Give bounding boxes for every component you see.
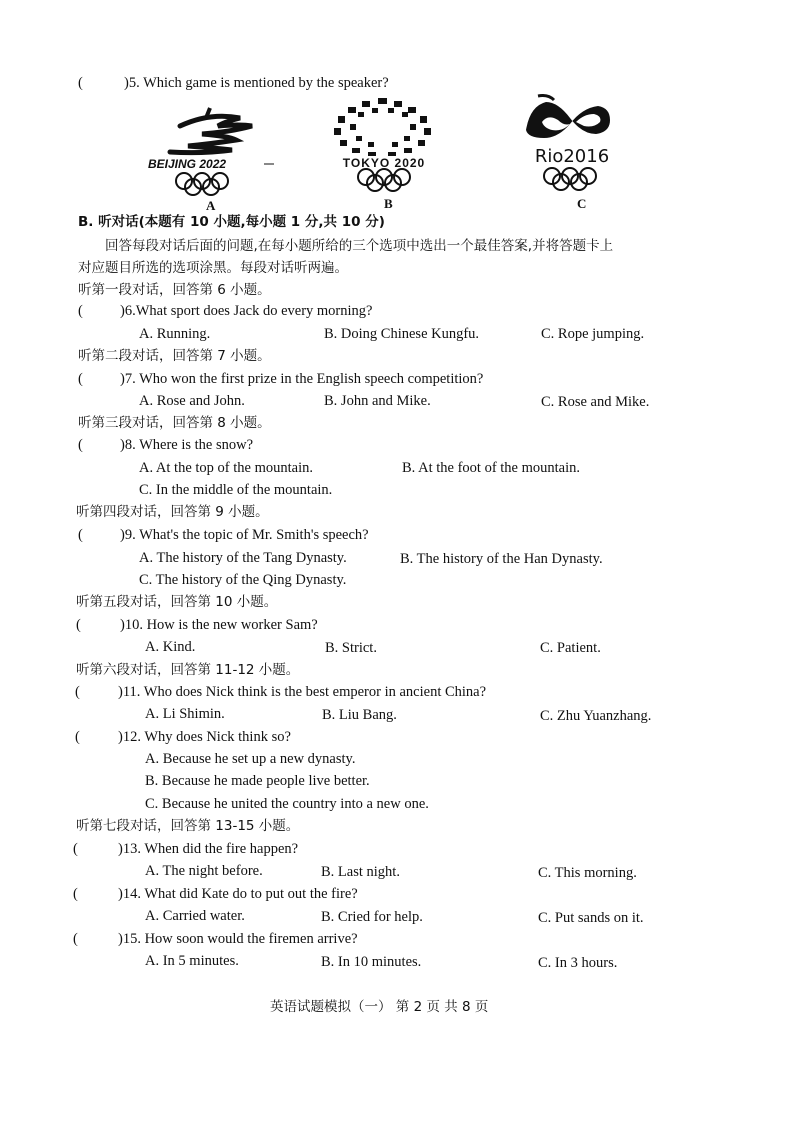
option-b: B. The history of the Han Dynasty.: [400, 551, 603, 567]
option-c: C. Patient.: [540, 640, 601, 656]
option-b: B. At the foot of the mountain.: [402, 460, 581, 476]
question-text: )8. Where is the snow?: [120, 437, 254, 453]
option-a: A. Because he set up a new dynasty.: [145, 751, 356, 767]
question-text: )10. How is the new worker Sam?: [120, 617, 318, 633]
dialog-intro: 听第四段对话，回答第 9 小题。: [76, 504, 269, 520]
option-c: C. Because he united the country into a new one.: [145, 796, 429, 812]
question-text: )13. When did the fire happen?: [118, 841, 299, 857]
beijing-2022-logo-icon[interactable]: [140, 104, 290, 196]
option-b: B. Strict.: [325, 640, 377, 656]
dialog-intro: 听第一段对话，回答第 6 小题。: [78, 282, 271, 298]
option-b: B. Because he made people live better.: [145, 773, 370, 789]
answer-paren[interactable]: (: [78, 527, 83, 543]
option-a: A. At the top of the mountain.: [139, 460, 313, 476]
answer-paren[interactable]: (: [73, 931, 78, 947]
question-text: )9. What's the topic of Mr. Smith's speech?: [120, 527, 369, 543]
option-b: B. Liu Bang.: [322, 707, 397, 723]
svg-text:BEIJING 2022: BEIJING 2022: [148, 157, 227, 171]
option-a: A. In 5 minutes.: [145, 953, 239, 969]
tokyo-2020-logo-icon[interactable]: [326, 96, 442, 196]
answer-paren[interactable]: (: [73, 886, 78, 902]
page-footer: 英语试题模拟（一） 第 2 页 共 8 页: [270, 999, 489, 1015]
option-a: A. Rose and John.: [139, 393, 245, 409]
option-c: C. Rope jumping.: [541, 326, 645, 342]
question-text: )12. Why does Nick think so?: [118, 729, 291, 745]
option-b: B. Cried for help.: [321, 909, 423, 925]
option-c: C. In the middle of the mountain.: [139, 482, 333, 498]
answer-paren[interactable]: (: [75, 684, 80, 700]
answer-paren[interactable]: (: [78, 75, 83, 91]
question-5-text: )5. Which game is mentioned by the speaker?: [124, 75, 389, 91]
question-text: )14. What did Kate do to put out the fire?: [118, 886, 358, 902]
answer-paren[interactable]: (: [73, 841, 78, 857]
answer-paren[interactable]: (: [78, 303, 83, 319]
question-text: )7. Who won the first prize in the English speech competition?: [120, 371, 484, 387]
dialog-intro: 听第五段对话，回答第 10 小题。: [76, 594, 278, 610]
dialog-intro: 听第二段对话，回答第 7 小题。: [78, 348, 271, 364]
dialog-intro: 听第三段对话，回答第 8 小题。: [78, 415, 271, 431]
option-c: C. Put sands on it.: [538, 910, 644, 926]
answer-paren[interactable]: (: [76, 617, 81, 633]
option-a: A. Li Shimin.: [145, 706, 225, 722]
option-c: C. Rose and Mike.: [541, 394, 650, 410]
option-a: A. The night before.: [145, 863, 263, 879]
option-a-label: A: [206, 198, 216, 213]
option-a: A. The history of the Tang Dynasty.: [139, 550, 347, 566]
answer-paren[interactable]: (: [78, 437, 83, 453]
section-b-title: B. 听对话(本题有 10 小题,每小题 1 分,共 10 分): [78, 214, 385, 230]
option-b: B. Doing Chinese Kungfu.: [324, 326, 480, 342]
option-c: C. This morning.: [538, 865, 637, 881]
svg-text:Rio2016: Rio2016: [534, 146, 610, 167]
answer-paren[interactable]: (: [75, 729, 80, 745]
dialog-intro: 听第七段对话，回答第 13-15 小题。: [76, 818, 300, 834]
question-text: )15. How soon would the firemen arrive?: [118, 931, 358, 947]
option-c-label: C: [577, 196, 587, 211]
question-text: )11. Who does Nick think is the best emperor in ancient China?: [118, 684, 487, 700]
option-b: B. In 10 minutes.: [321, 954, 422, 970]
option-a: A. Carried water.: [145, 908, 245, 924]
option-b: B. Last night.: [321, 864, 400, 880]
option-b-label: B: [384, 196, 393, 211]
dialog-intro: 听第六段对话，回答第 11-12 小题。: [76, 662, 300, 678]
svg-text:TOKYO 2020: TOKYO 2020: [342, 156, 426, 170]
option-b: B. John and Mike.: [324, 393, 431, 409]
section-b-instruction: 回答每段对话后面的问题,在每小题所给的三个选项中选出一个最佳答案,并将答题卡上: [105, 238, 614, 254]
option-c: C. In 3 hours.: [538, 955, 618, 971]
option-a: A. Kind.: [145, 639, 196, 655]
option-c: C. The history of the Qing Dynasty.: [139, 572, 347, 588]
option-c: C. Zhu Yuanzhang.: [540, 708, 652, 724]
section-b-instruction: 对应题目所选的选项涂黑。每段对话听两遍。: [78, 260, 348, 276]
question-text: )6.What sport does Jack do every morning?: [120, 303, 373, 319]
answer-paren[interactable]: (: [78, 371, 83, 387]
option-a: A. Running.: [139, 326, 211, 342]
rio-2016-logo-icon[interactable]: [512, 94, 632, 194]
